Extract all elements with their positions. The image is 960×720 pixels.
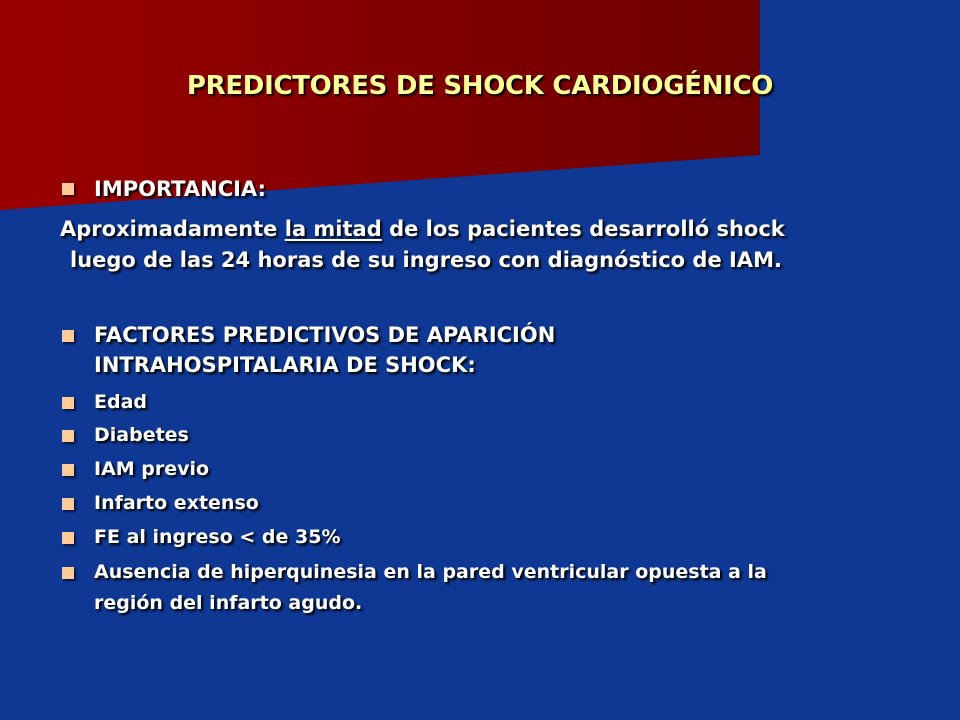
importancia-paragraph-line2: luego de las 24 horas de su ingreso con diagnóstico de IAM. <box>70 248 782 272</box>
importancia-paragraph-line1 <box>60 215 785 243</box>
factor-item: Infarto extenso <box>94 492 259 514</box>
bullet-icon <box>62 464 74 476</box>
factores-heading-line1: FACTORES PREDICTIVOS DE APARICIÓN <box>94 323 556 347</box>
factor-item: FE al ingreso < de 35% <box>94 526 341 548</box>
bullet-icon <box>62 532 74 544</box>
paragraph-prefix: Aproximadamente <box>60 217 285 241</box>
paragraph-rest: de los pacientes desarrolló shock <box>381 217 785 241</box>
slide-title: PREDICTORES DE SHOCK CARDIOGÉNICO <box>186 71 774 101</box>
factores-heading-line2: INTRAHOSPITALARIA DE SHOCK: <box>94 353 476 377</box>
bullet-icon <box>62 183 74 195</box>
bullet-icon <box>62 397 74 409</box>
factor-item-line1: Ausencia de hiperquinesia en la pared ventricular opuesta a la <box>94 561 767 583</box>
bullet-icon <box>62 498 74 510</box>
bullet-icon <box>62 567 74 579</box>
factor-item-line2: región del infarto agudo. <box>94 592 363 614</box>
importancia-heading: IMPORTANCIA: <box>94 177 266 201</box>
bullet-icon <box>62 430 74 442</box>
factor-item: Edad <box>94 391 148 413</box>
bullet-icon <box>62 330 74 342</box>
paragraph-underlined: la mitad <box>284 217 382 241</box>
factor-item: Diabetes <box>94 424 189 446</box>
factor-item: IAM previo <box>94 458 210 480</box>
